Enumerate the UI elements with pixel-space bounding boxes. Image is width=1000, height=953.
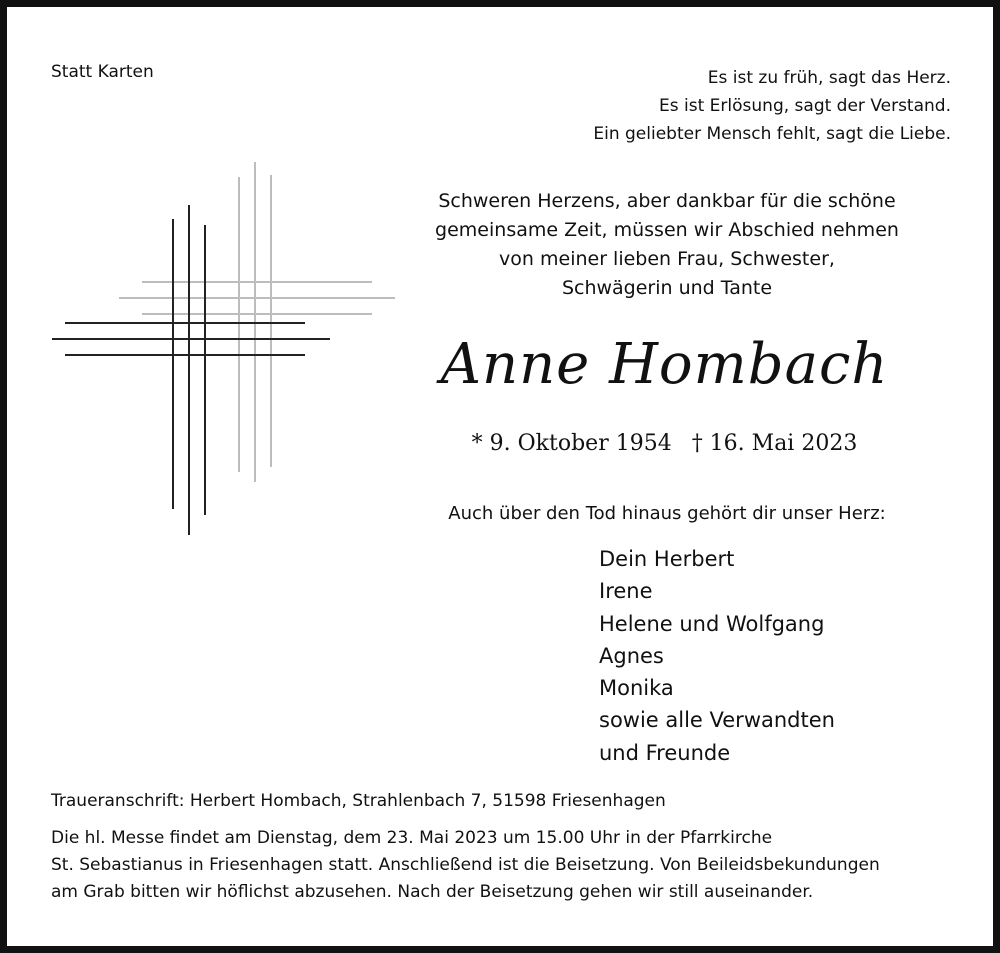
mass-line: St. Sebastianus in Friesenhagen statt. Anschließend ist die Beisetzung. Von Beileidsbekundungen [51, 855, 880, 875]
statt-karten-label: Statt Karten [51, 62, 154, 82]
mourner-item: Dein Herbert [599, 547, 735, 571]
intro-line: gemeinsame Zeit, müssen wir Abschied nehmen [435, 219, 899, 241]
life-dates [427, 431, 902, 456]
intro-text [407, 187, 927, 303]
intro-line: Schwägerin und Tante [561, 277, 773, 299]
mourner-item: Monika [599, 676, 674, 701]
cross-icon [47, 157, 407, 542]
quote-line: Es ist Erlösung, sagt der Verstand. [659, 96, 951, 116]
mourner-item: und Freunde [599, 740, 731, 765]
death-date: † 16. Mai 2023 [691, 431, 858, 456]
deceased-name: Anne Hombach [440, 332, 889, 397]
mourners-list [599, 543, 835, 769]
mourner-item: sowie alle Verwandten [599, 708, 835, 733]
quote-line: Es ist zu früh, sagt das Herz. [707, 68, 951, 88]
mass-line: am Grab bitten wir höflichst abzusehen. Nach der Beisetzung gehen wir still auseinander. [51, 882, 814, 902]
mourner-item: Irene [599, 579, 653, 604]
funeral-mass-info [51, 825, 951, 906]
birth-date: * 9. Oktober 1954 [471, 431, 672, 456]
farewell-line: Auch über den Tod hinaus gehört dir unser Herz: [448, 503, 886, 524]
intro-line: von meiner lieben Frau, Schwester, [499, 248, 835, 270]
mourner-item: Agnes [599, 643, 664, 668]
mourner-item: Helene und Wolfgang [599, 611, 825, 636]
mass-line: Die hl. Messe findet am Dienstag, dem 23. Mai 2023 um 15.00 Uhr in der Pfarrkirche [51, 828, 773, 848]
mourning-address: Traueranschrift: Herbert Hombach, Strahlenbach 7, 51598 Friesenhagen [51, 791, 666, 811]
intro-line: Schweren Herzens, aber dankbar für die schöne [438, 190, 896, 212]
quote-line: Ein geliebter Mensch fehlt, sagt die Liebe. [593, 124, 951, 144]
header-quote [451, 64, 951, 148]
